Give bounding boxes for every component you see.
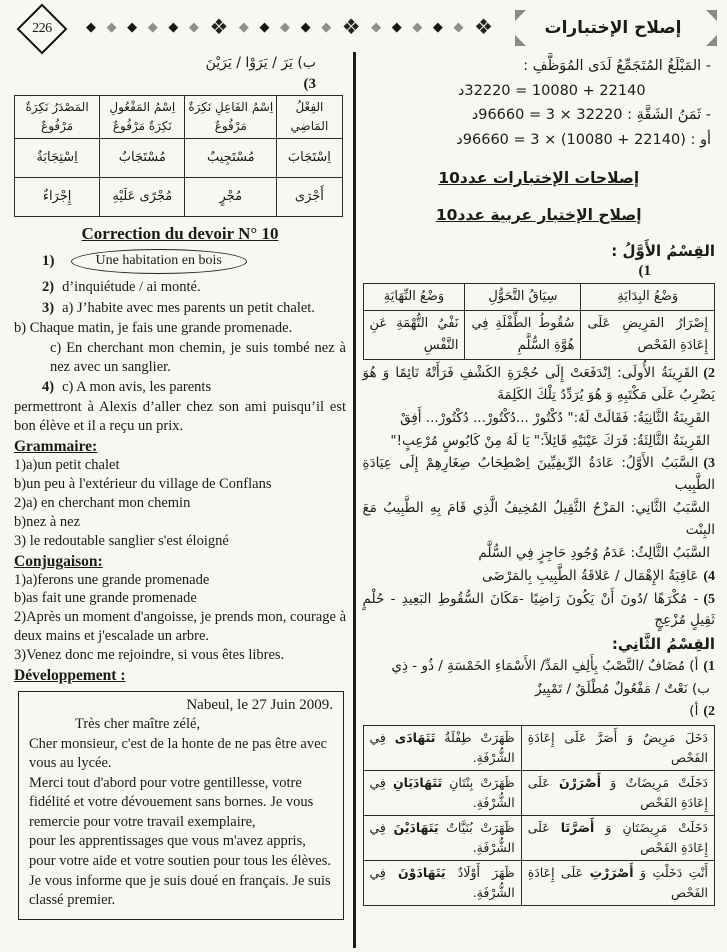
table-cell: مُسْتَجِيبٌ: [185, 139, 277, 178]
answer-line: 3)Venez donc me rejoindre, si vous êtes libres.: [14, 646, 285, 663]
corner-decoration-icon: [706, 35, 717, 46]
item-number: (2: [703, 365, 715, 381]
sentence-transformation-table: [363, 725, 716, 906]
answer-line: 2)Après un moment d'angoisse, je prends mon, courage à deux mains et j'escalade un arbre.: [14, 609, 346, 645]
list-item: [14, 339, 346, 377]
question-1-marker: (1: [638, 262, 651, 279]
answer-paragraph: [363, 498, 716, 542]
answer-line: b)as fait une grande promenade: [14, 590, 197, 607]
list-item: [14, 319, 346, 338]
table-cell: اِسْتَجَابَ: [277, 139, 343, 178]
correction-title: Correction du devoir N° 10: [81, 224, 279, 244]
item-number: 4): [42, 379, 55, 395]
diamond-ornament-icon: [433, 19, 443, 35]
diamond-ornament-icon: [189, 19, 199, 35]
answer-text: السَّبَبُ الأَوَّلُ: عَادَةُ الرِّيفِيِّينَ اِصْطِحَابُ صِغَارِهِمْ إِلَى عِيَادَةِ الطَّبِيب: [362, 455, 715, 494]
table-cell: مُجْرًى عَلَيْهِ: [100, 178, 185, 217]
conjugaison-heading: Conjugaison:: [14, 552, 103, 570]
answer-paragraph: [363, 656, 716, 678]
answer-text: عَاقِبَةُ الإِهْمَال / عَلاقَةُ الطَّبِيبِ بِالمَرْضَى: [481, 567, 699, 584]
answer-text: القَرِينَةُ الثَّانِيَةُ: فَقَالَتْ لَهُ:" دُكْتُورْ ...دُكْتُورْ... دُكْتُورْ... أَفِقْ: [400, 409, 710, 426]
column-header: وَضْعُ البِدَايَةِ: [581, 283, 715, 310]
page-number-badge: [17, 4, 68, 55]
item-text: permettront à Alexis d’aller chez son ami puisqu’il est bon élève et il a reçu un prix.: [14, 399, 346, 435]
answer-line: 1)a)un petit chalet: [14, 457, 120, 474]
diamond-ornament-icon: [280, 19, 290, 35]
list-item-1: [14, 249, 346, 274]
corner-decoration-icon: [515, 10, 526, 21]
table-cell: إِجْرَاءٌ: [15, 178, 100, 217]
table-cell: ظَهَرَتْ بُنَيَّاتٌ يَتَهَادَيْنَ فِي الشُّرْفَةِ.: [363, 816, 521, 861]
narrative-situation-table: [363, 283, 716, 360]
arabic-answer-line: ب) يَرَ / يَرَوْا / يَرَيْنَ: [205, 55, 316, 71]
answer-line: 3) le redoutable sanglier s'est éloigné: [14, 532, 229, 549]
diamond-ornament-icon: [259, 19, 269, 35]
table-cell: ظَهَرَتْ طِفْلَةٌ تَتَهَادَى فِي الشُّرْفَةِ.: [363, 726, 521, 771]
answer-text: أ): [689, 703, 699, 720]
developpement-heading: Développement :: [14, 666, 126, 684]
diamond-ornament-icon: [342, 17, 361, 38]
answer-line: 1)a)ferons une grande promenade: [14, 571, 210, 588]
table-cell: دَخَلَتْ مَرِيضَاتٌ وَ أَصْرَرْنَ عَلَى إِعَادَةِ الفَحْص: [521, 771, 714, 816]
calculation-line: 22140 + 10080 = 32220د: [457, 82, 646, 99]
letter-line: pour les apprentissages que vous m'avez appris, pour votre aide et votre soutien pour tous les élèves.: [29, 833, 332, 869]
diamond-ornament-icon: [107, 19, 117, 35]
item-text: a) J’habite avec mes parents un petit chalet.: [62, 299, 315, 316]
section-1-answers: [363, 363, 716, 632]
answer-line: 2)a) en cherchant mon chemin: [14, 495, 191, 512]
question-3-marker: (3: [303, 76, 316, 92]
grammaire-heading: Grammaire:: [14, 438, 98, 456]
item-text: c) A mon avis, les parents: [62, 379, 212, 395]
table-cell: أَجْرَى: [277, 178, 343, 217]
page-header: [0, 0, 727, 50]
answer-line: b)un peu à l'extérieur du village de Conflans: [14, 476, 272, 493]
diamond-ornament-icon: [168, 19, 178, 35]
list-item: [14, 299, 346, 318]
item-number: 2): [42, 279, 55, 296]
column-header: المَصْدَرُ نَكِرَةٌ مَرْفُوعٌ: [15, 96, 100, 139]
column-divider: [353, 52, 356, 948]
section-2-answers: [363, 656, 716, 724]
tests-correction-heading: إصلاحات الإختبارات عدد10: [438, 169, 640, 188]
list-item: [14, 398, 346, 436]
table-row: [363, 771, 715, 816]
answer-text: ب) نَعْتٌ / مَفْعُولٌ مُطْلَقٌ / تَمْيِيزٌ: [535, 680, 710, 697]
table-cell: ظَهَرَتْ بِنْتَانِ تَتَهَادَيَانِ فِي الشُّرْفَةِ.: [363, 771, 521, 816]
column-header: سِيَاقُ التَّحَوُّلِ: [465, 283, 581, 310]
section-2-title: القِسْمُ الثَّانِي:: [611, 635, 715, 654]
table-cell: إِصْرَارُ المَرِيضِ عَلَى إِعَادَةِ الفَحْص: [581, 310, 715, 359]
answer-text: - مُكْرَهًا /دُونَ أَنْ يَكُونَ رَاضِيًا -مَكَانَ السُّقُوطِ البَعِيدِ - حُلْمٍ ثَقِيلٍ مُزْعِجٍ: [362, 590, 715, 629]
answer-line: b)nez à nez: [14, 513, 81, 530]
diamond-ornament-icon: [239, 19, 249, 35]
table-row: [363, 816, 715, 861]
corner-decoration-icon: [706, 10, 717, 21]
diamond-ornament-icon: [453, 19, 463, 35]
diamond-ornament-icon: [412, 19, 422, 35]
item-number: (1: [703, 658, 715, 674]
diamond-ornament-icon: [301, 19, 311, 35]
section-1-title: القِسْمُ الأَوَّلُ :: [611, 242, 715, 261]
table-row: [15, 178, 343, 217]
table-cell: دَخَلَتْ مَرِيضَتَانِ وَ أَصَرَّتَا عَلَى إِعَادَةِ الفَحْص: [521, 816, 714, 861]
calculation-line: أو : (22140 + 10080) × 3 = 96660د: [456, 131, 711, 148]
answer-paragraph: [363, 566, 716, 588]
item-number: (3: [703, 456, 715, 472]
table-header-row: [363, 283, 715, 310]
grammaire-lines: [14, 456, 346, 550]
header-title: إصلاح الإختبارات: [544, 18, 682, 38]
item-number: 1): [42, 253, 55, 270]
list-item: [14, 378, 346, 397]
answer-paragraph: [363, 408, 716, 430]
header-title-box: [509, 10, 717, 46]
item-text: d’inquiétude / ai monté.: [62, 279, 201, 296]
diamond-ornament-icon: [209, 17, 228, 38]
column-header: اِسْمُ الفَاعِلِ نَكِرَةٌ مَرْفُوعٌ: [185, 96, 277, 139]
diamond-ornament-icon: [474, 17, 493, 38]
table-row: [15, 139, 343, 178]
table-row: [363, 726, 715, 771]
diamond-ornament-icon: [392, 19, 402, 35]
diamond-ornament-icon: [86, 19, 96, 35]
answer-paragraph: [363, 589, 716, 633]
answer-paragraph: [363, 363, 716, 407]
diamond-ornament-icon: [127, 19, 137, 35]
letter-date: Nabeul, le 27 Juin 2009.: [186, 696, 333, 713]
calculation-line: - المَبْلَغُ المُتَجَمِّعُ لَدَى المُوَظَّفِ :: [523, 58, 711, 74]
table-row: [363, 310, 715, 359]
table-header-row: [15, 96, 343, 139]
oval-answer: Une habitation en bois: [71, 249, 247, 274]
table-cell: مُسْتَجَابٌ: [100, 139, 185, 178]
answer-paragraph: [363, 701, 716, 723]
answer-text: السَّبَبُ الثَّالِثُ: عَدَمُ وُجُودِ حَاجِزٍ فِي السُّلَّم: [478, 544, 710, 561]
item-number: (5: [703, 591, 715, 607]
correction-items: [14, 278, 346, 436]
answer-text: القَرِينَةُ الثَّالِثَةُ: فَرَكَ عَيْنَيْهِ قَائِلاً:" يَا لَهُ مِنْ كَابُوسٍ مُرْعِبٍ!": [390, 432, 710, 449]
answer-paragraph: [363, 679, 716, 701]
left-column: [12, 52, 350, 948]
table-cell: دَخَلَ مَرِيضٌ وَ أَصَرَّ عَلَى إِعَادَةِ الفَحْص: [521, 726, 714, 771]
column-header: اِسْمُ المَفْعُولِ نَكِرَةٌ مَرْفُوعٌ: [100, 96, 185, 139]
answer-paragraph: [363, 431, 716, 453]
answer-text: أ) مُضَافٌ /النَّصْبُ بِأَلِفِ المَدِّ/ الأَسْمَاءِ الخَمْسَةِ / ذُو - ذِي: [391, 657, 699, 674]
answer-paragraph: [363, 543, 716, 565]
list-item: [14, 278, 346, 297]
arabic-test-heading: إصلاح الإختبار عربية عدد10: [435, 206, 642, 225]
letter-line: Je vous informe que je suis doué en français. Je suis classé premier.: [29, 872, 331, 909]
diamond-ornament-icon: [321, 19, 331, 35]
diamond-ornament-icon: [148, 19, 158, 35]
letter-line: Merci tout d'abord pour votre gentillesse, votre fidélité et votre dévouement sans bornes. Je vous remercie pour votre travail exemplaire,: [29, 774, 314, 830]
answer-text: القَرِينَةُ الأُولَى: اِنْدَفَعَتْ إِلَى حُجْرَةِ الكَشْفِ فَرَأَتْهُ نَائِمًا وَ هُوَ يَضْرِبُ عَلَى مَكْتَبِهِ وَ هُوَ يُرَدِّدُ تِلْكَ الكَلِمَةَ: [362, 364, 715, 403]
diamond-ornament-row: [78, 17, 501, 38]
item-number: 3): [42, 299, 55, 316]
conjugaison-lines: [14, 571, 346, 665]
sample-letter-box: [18, 691, 344, 920]
table-cell: مُجْرٍ: [185, 178, 277, 217]
calculation-line: - ثَمَنُ الشَقَّةِ : 32220 × 3 = 96660د: [471, 107, 711, 124]
table-cell: أَنْتِ دَخَلْتِ وَ أَصْرَرْتِ عَلَى إِعَادَةِ الفَحْص: [521, 861, 714, 906]
column-header: الفِعْلُ المَاضِي: [277, 96, 343, 139]
letter-line: Cher monsieur, c'est de la honte de ne pas être avec vous au lycée.: [29, 735, 327, 772]
table-cell: ظَهَرَ أَوْلَادٌ يَتَهَادَوْنَ فِي الشُّرْفَةِ.: [363, 861, 521, 906]
corner-decoration-icon: [515, 35, 526, 46]
table-cell: اِسْتِجَابَةٌ: [15, 139, 100, 178]
diamond-ornament-icon: [371, 19, 381, 35]
answer-text: السَّبَبُ الثَّانِي: المَزْحُ الثَّقِيلُ المُخِيفُ الَّذِي قَامَ بِهِ الطَّبِيبُ مَعَ البِنْت: [362, 500, 715, 538]
item-text: c) En cherchant mon chemin, je suis tombé nez à nez avec un sanglier.: [50, 339, 346, 375]
salary-calculation-block: [363, 52, 716, 154]
verb-derivation-table: [14, 95, 343, 217]
column-header: وَضْعُ النِّهَايَةِ: [363, 283, 465, 310]
table-cell: نَفْيُ التُّهْمَةِ عَنِ النَّفْسِ: [363, 310, 465, 359]
item-number: (2: [703, 704, 715, 720]
letter-body: [29, 735, 333, 911]
answer-paragraph: [363, 453, 716, 497]
table-row: [363, 861, 715, 906]
item-number: (4: [703, 568, 715, 584]
right-column: [361, 52, 720, 948]
page-columns: [0, 50, 727, 948]
item-text: b) Chaque matin, je fais une grande promenade.: [14, 319, 293, 336]
table-cell: سُقُوطُ الطِّفْلَةِ فِي هُوَّةِ السُّلَّمِ: [465, 310, 581, 359]
page-number: 226: [32, 21, 52, 36]
letter-salutation: Très cher maître zélé,: [75, 716, 201, 733]
